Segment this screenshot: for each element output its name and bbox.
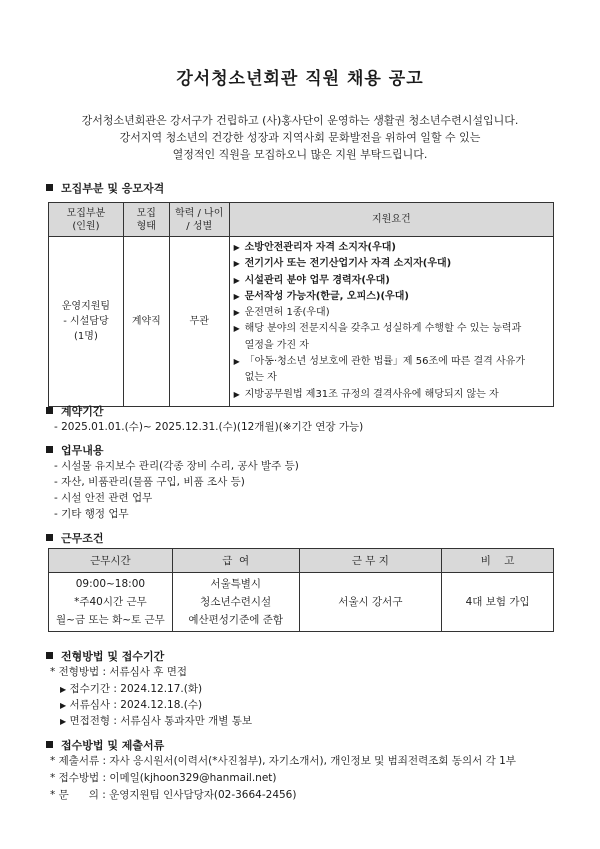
duty-item: - 자산, 비품관리(물품 구입, 비품 조사 등) [54,476,245,488]
selection-method: * 전형방법 : 서류심사 후 면접 [50,666,188,678]
square-bullet-icon [46,652,53,659]
section-heading-text: 모집부분 및 응모자격 [61,182,165,195]
section-heading-text: 업무내용 [61,444,104,457]
requirement-text: 「아동·청소년 성보호에 관한 법률」제 56조에 따른 결격 사유가 [244,356,525,368]
place-cell: 서울시 강서구 [299,573,442,632]
arrow-right-icon: ▶ [233,259,240,269]
recruit-table [48,202,554,407]
section-heading-selection [46,648,164,664]
edu-cell: 무관 [169,237,229,407]
submission-item: * 접수방법 : 이메일(kjhoon329@hanmail.net) [50,772,277,784]
requirement-text: 전기기사 또는 전기산업기사 자격 소지자(우대) [244,258,452,270]
conditions-table [48,548,554,632]
requirement-item [234,240,549,256]
requirement-item [234,256,549,272]
selection-item-text: 접수기간 : 2024.12.17.(화) [69,683,203,695]
requirement-item [234,289,549,305]
arrow-right-icon: ▶ [233,243,240,252]
arrow-right-icon: ▶ [233,389,240,399]
arrow-right-icon: ▶ [233,308,240,318]
arrow-right-icon: ▶ [60,701,67,710]
pay-line: 서울특별시 [210,578,262,590]
intro-line: 열정적인 직원을 모집하오니 많은 지원 부탁드립니다. [172,148,428,161]
arrow-right-icon: ▶ [233,275,240,285]
square-bullet-icon [46,407,53,414]
selection-item [60,713,252,730]
square-bullet-icon [46,184,53,191]
header-text: 모집부분 (인원) [66,207,106,232]
header-cell: 비 고 [442,549,554,573]
requirement-text: 운전면허 1종(우대) [244,307,330,319]
requirement-text: 시설관리 분야 업무 경력자(우대) [244,274,390,286]
page-title: 강서청소년회관 직원 채용 공고 [176,69,424,89]
recruit-table-row [49,237,554,407]
arrow-right-icon: ▶ [233,291,240,301]
section-heading-conditions [46,530,104,546]
pay-line: 예산편성기준에 준함 [188,614,283,626]
section-heading-text: 계약기간 [61,405,104,418]
requirement-item [234,321,549,354]
section-heading-text: 전형방법 및 접수기간 [61,650,165,663]
selection-item-text: 서류심사 : 2024.12.18.(수) [69,699,203,711]
duty-item: - 기타 행정 업무 [54,508,129,520]
header-cell [169,203,229,237]
selection-item [60,697,202,714]
recruit-table-header [49,203,554,237]
header-cell [123,203,169,237]
conditions-table-row [49,573,554,632]
header-cell [49,203,124,237]
header-cell [229,203,553,237]
requirements-cell [229,237,553,407]
arrow-right-icon: ▶ [60,717,67,726]
requirement-item [234,273,549,289]
header-cell: 근무시간 [49,549,173,573]
requirement-text-cont: 열정을 가진 자 [244,339,309,351]
pay-cell [172,573,299,632]
type-cell: 계약직 [123,237,169,407]
square-bullet-icon [46,446,53,453]
section-heading-text: 접수방법 및 제출서류 [61,739,165,752]
selection-item-text: 면접전형 : 서류심사 통과자만 개별 통보 [69,715,253,727]
requirement-item [234,305,549,321]
hours-line: 09:00~18:00 [75,578,146,590]
selection-item [60,681,202,698]
header-cell: 급 여 [172,549,299,573]
requirement-text: 문서작성 가능자(한글, 오피스)(우대) [244,290,409,302]
pay-line: 청소년수련시설 [200,596,272,608]
hours-cell [49,573,173,632]
header-text: 모집 형태 [136,207,156,232]
requirement-text-cont: 없는 자 [244,372,277,384]
arrow-right-icon: ▶ [233,324,240,334]
section-heading-recruit [46,180,164,196]
contract-period: - 2025.01.01.(수)~ 2025.12.31.(수)(12개월)(※기간 연장 가능) [54,421,364,433]
dept-line: 운영지원팀 [61,300,111,312]
intro-paragraph [40,112,560,163]
arrow-right-icon: ▶ [233,357,240,367]
square-bullet-icon [46,534,53,541]
dept-cell [49,237,124,407]
section-heading-duties [46,442,104,458]
requirement-text: 소방안전관리자 자격 소지자(우대) [244,242,396,253]
dept-line: - 시설담당 [63,315,109,327]
header-text: 학력 / 나이 / 성별 [175,207,224,232]
duty-item: - 시설물 유지보수 관리(각종 장비 수리, 공사 발주 등) [54,460,299,472]
note-cell: 4대 보험 가입 [442,573,554,632]
intro-line: 강서청소년회관은 강서구가 건립하고 (사)홍사단이 운영하는 생활권 청소년수련시설입니다. [81,114,519,127]
section-heading-text: 근무조건 [61,532,104,545]
duty-item: - 시설 안전 관련 업무 [54,492,153,504]
conditions-table-header [49,549,554,573]
submission-item: * 제출서류 : 자사 응시원서(이력서(*사진첨부), 자기소개서), 개인정보 및 범죄전력조회 동의서 각 1부 [50,755,516,767]
intro-line: 강서지역 청소년의 건강한 성장과 지역사회 문화발전을 위하여 일할 수 있는 [119,131,481,144]
header-text: 지원요건 [372,214,411,225]
section-heading-contract [46,403,104,419]
section-heading-submission [46,737,164,753]
hours-line: 월~금 또는 화~토 근무 [56,614,165,626]
submission-item: * 문 의 : 운영지원팀 인사담당자(02-3664-2456) [50,789,297,801]
square-bullet-icon [46,741,53,748]
hours-line: *주40시간 근무 [74,596,147,608]
header-cell: 근 무 지 [299,549,442,573]
arrow-right-icon: ▶ [60,685,67,694]
dept-line: (1명) [74,330,98,342]
requirement-item [234,354,549,387]
requirement-item [234,387,549,403]
requirement-text: 지방공무원법 제31조 규정의 결격사유에 해당되지 않는 자 [244,388,499,400]
requirement-text: 해당 분야의 전문지식을 갖추고 성실하게 수행할 수 있는 능력과 [244,323,522,335]
